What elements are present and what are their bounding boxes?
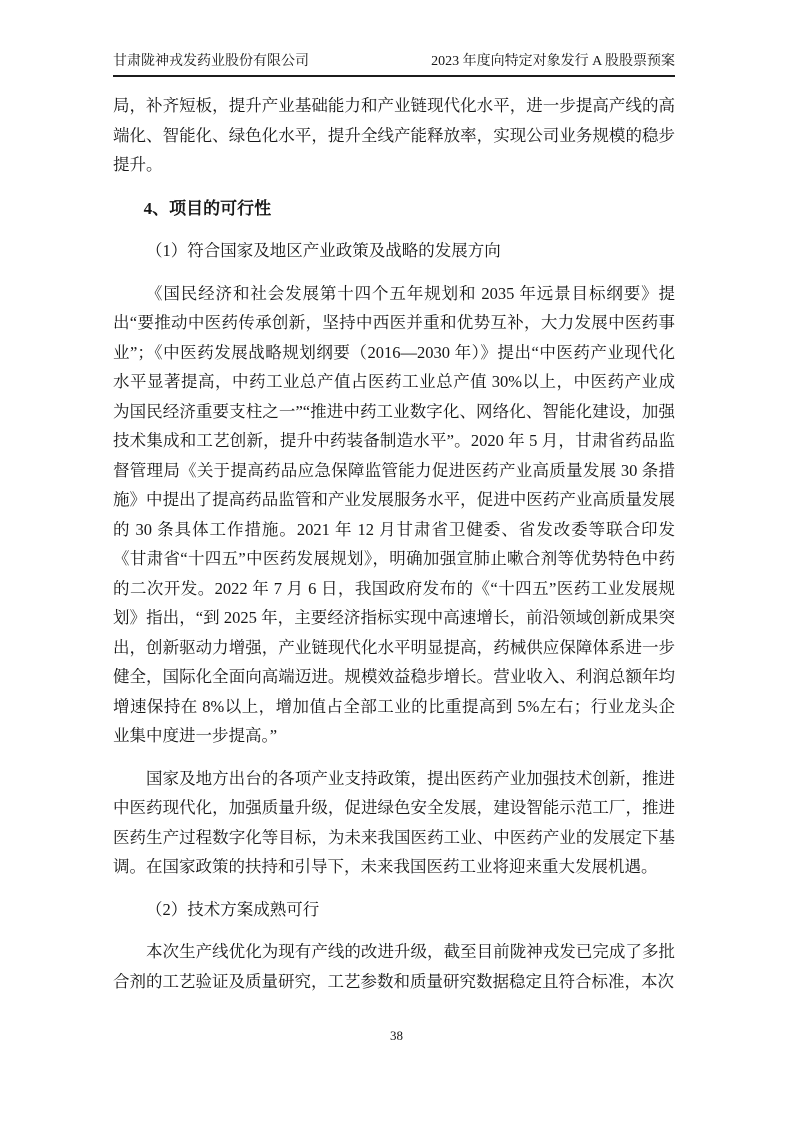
continuation-paragraph: 局，补齐短板，提升产业基础能力和产业链现代化水平，进一步提高产线的高端化、智能化、绿色化水平，提升全线产能释放率，实现公司业务规模的稳步提升。 (113, 96, 675, 174)
page-body (113, 91, 675, 996)
section-4-heading: 4、项目的可行性 (143, 198, 272, 218)
subsection-2-paragraph-1: 本次生产线优化为现有产线的改进升级，截至目前陇神戎发已完成了多批合剂的工艺验证及质量研究，工艺参数和质量研究数据稳定且符合标准，本次 (113, 942, 675, 991)
page-number: 38 (390, 1028, 403, 1043)
subsection-1-heading: （1）符合国家及地区产业政策及战略的发展方向 (146, 241, 501, 260)
page-footer (0, 1028, 793, 1044)
subsection-1-paragraph-1: 《国民经济和社会发展第十四个五年规划和 2035 年远景目标纲要》提出“要推动中医药传承创新，坚持中西医并重和优势互补，大力发展中医药事业”；《中医药发展战略规划纲要（2016—2030 年）》提出“中医药产业现代化水平显著提高，中药工业总产值占医药工业总产值 30%以上，中医药产业成为国民经济重要支柱之一”“推进中药工业数字化、网络化、智能化建设，加强技术集成和工艺创新，提升中药装备制造水平”。2020 年 5 月，甘肃省药品监督管理局《关于提高药品应急保障监管能力促进医药产业高质量发展 30 条措施》中提出了提高药品监管和产业发展服务水平，促进中医药产业高质量发展的 30 条具体工作措施。2021 年 12 月甘肃省卫健委、省发改委等联合印发《甘肃省“十四五”中医药发展规划》，明确加强宣肺止嗽合剂等优势特色中药的二次开发。2022 年 7 月 6 日，我国政府发布的《“十四五”医药工业发展规划》指出，“到 2025 年，主要经济指标实现中高速增长，前沿领域创新成果突出，创新驱动力增强，产业链现代化水平明显提高，药械供应保障体系进一步健全，国际化全面向高端迈进。规模效益稳步增长。营业收入、利润总额年均增速保持在 8%以上，增加值占全部工业的比重提高到 5%左右；行业龙头企业集中度进一步提高。” (113, 283, 675, 745)
page-header (113, 54, 675, 77)
header-doc-title: 2023 年度向特定对象发行 A 股股票预案 (431, 54, 675, 69)
subsection-2-heading: （2）技术方案成熟可行 (146, 899, 320, 919)
subsection-1-paragraph-2: 国家及地方出台的各项产业支持政策，提出医药产业加强技术创新，推进中医药现代化，加强质量升级，促进绿色安全发展，建设智能示范工厂，推进医药生产过程数字化等目标，为未来我国医药工业、中医药产业的发展定下基调。在国家政策的扶持和引导下，未来我国医药工业将迎来重大发展机遇。 (113, 768, 675, 876)
header-company-name: 甘肃陇神戎发药业股份有限公司 (113, 54, 309, 69)
